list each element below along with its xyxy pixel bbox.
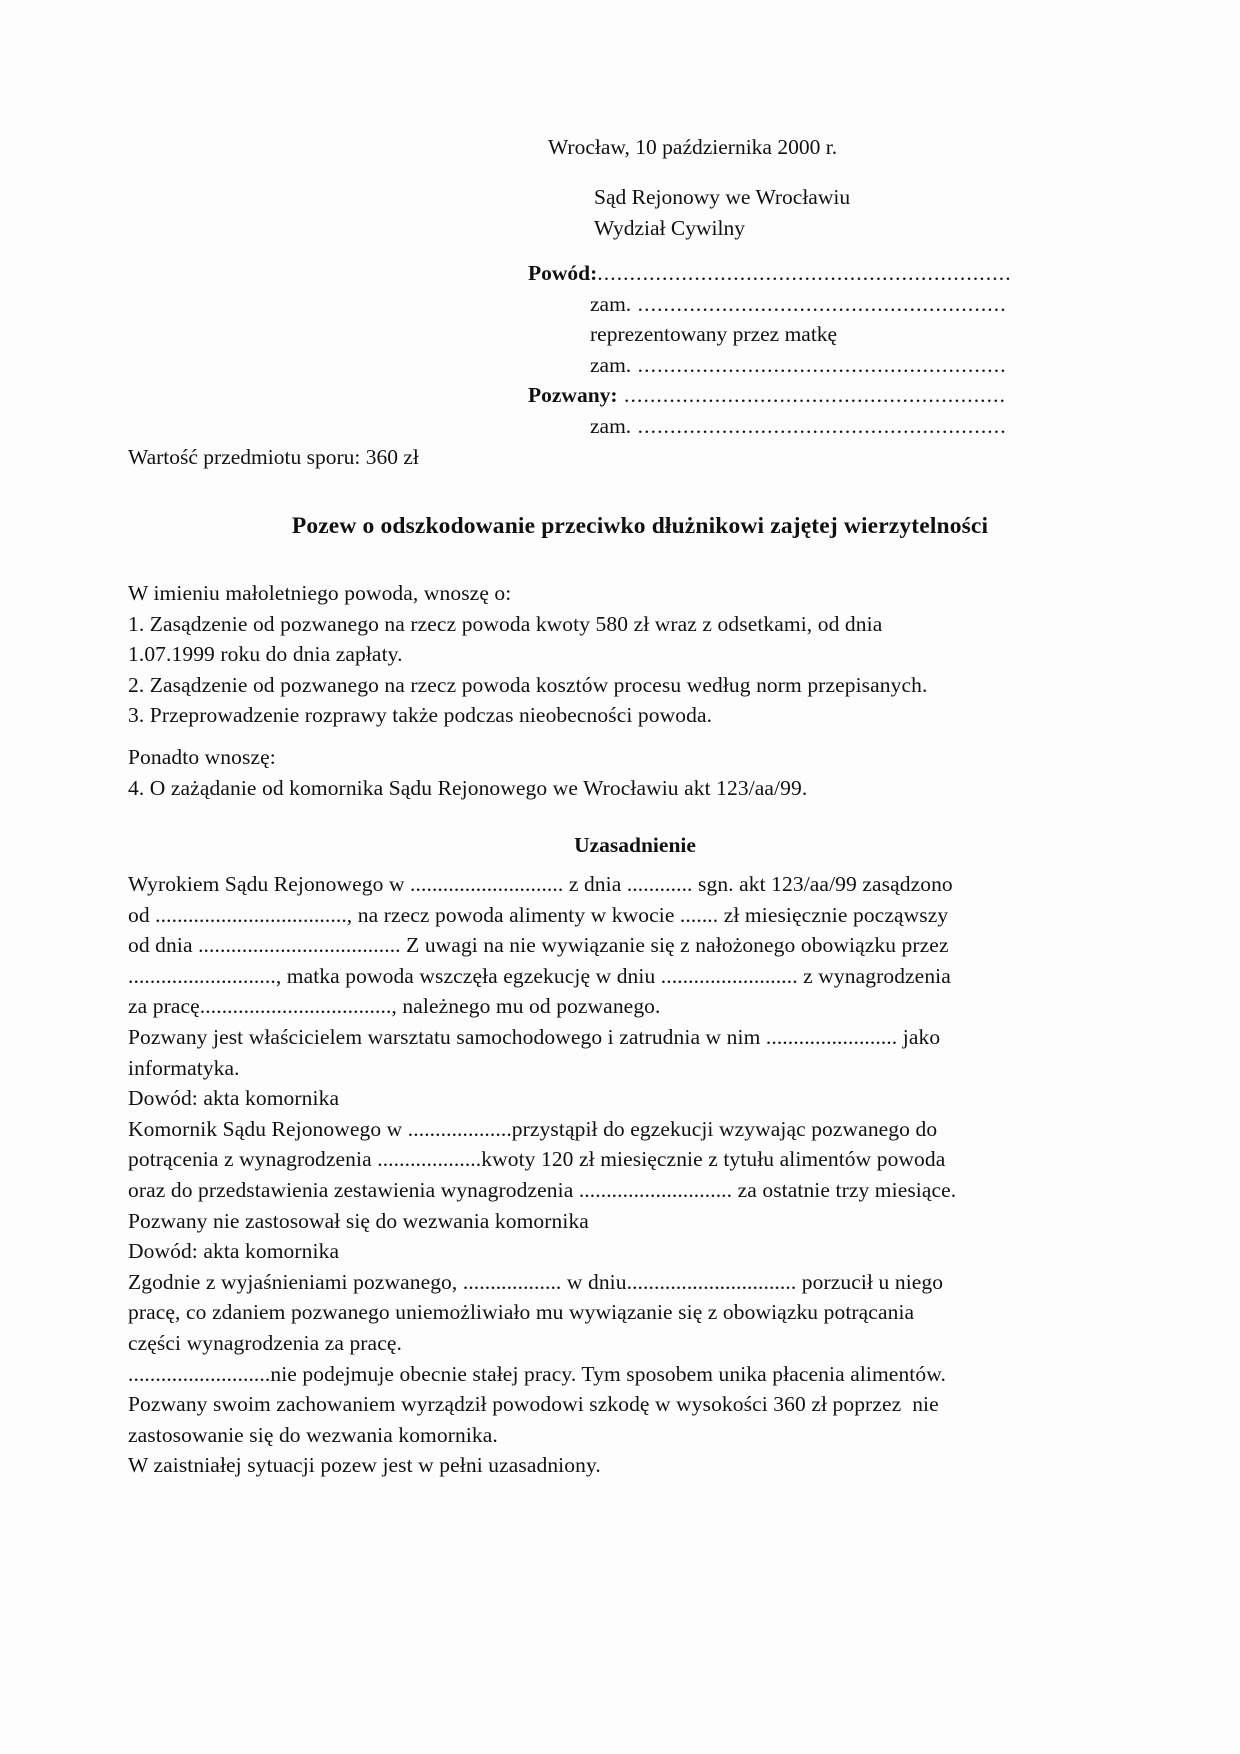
further-intro: Ponadto wnoszę: <box>128 745 276 769</box>
justification-body <box>128 869 1008 1481</box>
justification-line: zastosowanie się do wezwania komornika. <box>128 1422 498 1447</box>
party-row <box>528 380 1007 411</box>
justification-line: Zgodnie z wyjaśnieniami pozwanego, .................. w dniu............................... porzucił u niego <box>128 1269 944 1294</box>
party-label: Pozwany: <box>528 383 618 407</box>
justification-line: Pozwany swoim zachowaniem wyrządził powodowi szkodę w wysokości 360 zł poprzez nie <box>128 1392 939 1417</box>
demand-item: 1. Zasądzenie od pozwanego na rzecz powoda kwoty 580 zł wraz z odsetkami, od dnia <box>128 611 883 636</box>
court-name: Sąd Rejonowy we Wrocławiu <box>594 185 851 209</box>
justification-line: W zaistniałej sytuacji pozew jest w pełni uzasadniony. <box>128 1453 601 1478</box>
demand-item: 1.07.1999 roku do dnia zapłaty. <box>128 642 403 666</box>
justification-line: pracę, co zdaniem pozwanego uniemożliwiało mu wywiązanie się z obowiązku potrącania <box>128 1300 915 1325</box>
justification-line: Komornik Sądu Rejonowego w ...................przystąpił do egzekucji wzywając pozwanego do <box>128 1116 938 1141</box>
justification-heading: Uzasadnienie <box>574 833 696 857</box>
further-demand-item: 4. O zażądanie od komornika Sądu Rejonowego we Wrocławiu akt 123/aa/99. <box>128 775 808 800</box>
demands-section <box>128 578 1008 731</box>
party-row <box>528 289 1007 320</box>
justification-line: potrącenia z wynagrodzenia ...................kwoty 120 zł miesięcznie z tytułu alimentów powoda <box>128 1147 946 1172</box>
page-title: Pozew o odszkodowanie przeciwko dłużnikowi zajętej wierzytelności <box>291 513 989 539</box>
further-demands-section <box>128 742 1008 803</box>
justification-line: Pozwany jest właścicielem warsztatu samochodowego i zatrudnia w nim ........................ jako <box>128 1024 941 1049</box>
justification-line: Dowód: akta komornika <box>128 1239 340 1264</box>
party-label: reprezentowany przez matkę <box>590 322 838 346</box>
dispute-value: Wartość przedmiotu sporu: 360 zł <box>128 445 419 469</box>
court-address-block <box>594 182 1014 244</box>
demands-intro: W imieniu małoletniego powoda, wnoszę o: <box>128 581 512 605</box>
court-division: Wydział Cywilny <box>594 216 745 240</box>
justification-line: Wyrokiem Sądu Rejonowego w ............................ z dnia ............ sgn. akt 123/aa/99 zasądzono <box>128 872 953 896</box>
party-label: zam. <box>590 413 632 438</box>
justification-line: części wynagrodzenia za pracę. <box>128 1330 402 1355</box>
demand-item: 3. Przeprowadzenie rozprawy także podczas nieobecności powoda. <box>128 703 713 727</box>
party-dots: ................................................................ <box>597 261 1012 285</box>
party-label: Powód: <box>528 261 598 285</box>
party-dots: ......................................................... <box>631 413 1007 438</box>
demand-item: 2. Zasądzenie od pozwanego na rzecz powoda kosztów procesu według norm przepisanych. <box>128 672 928 697</box>
justification-line: informatyka. <box>128 1055 240 1080</box>
party-dots: ......................................................... <box>631 291 1007 316</box>
justification-line: oraz do przedstawienia zestawienia wynagrodzenia ............................ za ostatnie trzy miesiące. <box>128 1177 957 1202</box>
justification-line: Dowód: akta komornika <box>128 1086 340 1111</box>
justification-line: ..........................., matka powoda wszczęła egzekucję w dniu ......................... z wynagrodzenia <box>128 963 951 988</box>
place-and-date: Wrocław, 10 października 2000 r. <box>548 135 838 159</box>
party-dots: ........................................................... <box>617 383 1007 407</box>
party-label: zam. <box>590 291 632 316</box>
party-row <box>528 411 1007 442</box>
parties-block <box>528 258 1012 441</box>
justification-line: ..........................nie podejmuje obecnie stałej pracy. Tym sposobem unika płacenia alimentów. <box>128 1361 946 1386</box>
party-row <box>528 350 1007 381</box>
party-row <box>528 258 1012 289</box>
justification-line: od ..................................., na rzecz powoda alimenty w kwocie ....... zł miesięcznie począwszy <box>128 902 949 927</box>
party-dots: ......................................................... <box>631 352 1007 377</box>
party-row <box>528 319 998 350</box>
justification-line: Pozwany nie zastosował się do wezwania komornika <box>128 1208 589 1233</box>
justification-line: za pracę..................................., należnego mu od pozwanego. <box>128 994 661 1019</box>
party-label: zam. <box>590 352 632 377</box>
justification-line: od dnia ..................................... Z uwagi na nie wywiązanie się z nałożonego obowiązku przez <box>128 933 949 958</box>
